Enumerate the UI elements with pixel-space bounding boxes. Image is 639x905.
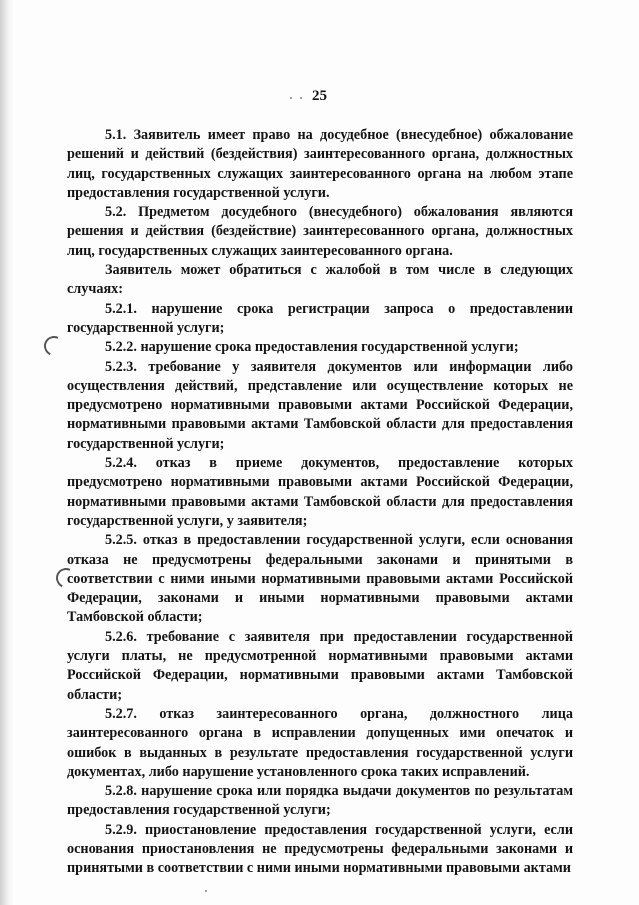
- document-body: [67, 126, 573, 879]
- punch-hole-mark: [41, 333, 67, 359]
- paragraph-5-2-5: 5.2.5. отказ в предоставлении государственной услуги, если основания отказа не предусмотрены федеральными законами и принятыми в соответствии с ними иными нормативными правовыми актами Российской Федерации, законами и иными нормативными правовыми актами Тамбовской области;: [67, 532, 573, 626]
- paragraph-5-2: 5.2. Предметом досудебного (внесудебного) обжалования являются решения и действия (бездействие) заинтересованного органа, должностных лиц, государственных служащих заинтересованного органа.: [67, 204, 573, 259]
- paragraph-5-2-6: 5.2.6. требование с заявителя при предоставлении государственной услуги платы, не предусмотренной нормативными правовыми актами Российской Федерации, нормативными правовыми актами Тамбовской области;: [67, 628, 573, 703]
- page-number: 25: [312, 88, 327, 104]
- paragraph-5-2-3: 5.2.3. требование у заявителя документов или информации либо осуществления действий, представление или осуществление которых не предусмотрено нормативными правовыми актами Российской Федерации, нормативными правовыми актами Тамбовской области для предоставления государственной услуги;: [67, 358, 573, 452]
- paragraph-5-2-8: 5.2.8. нарушение срока или порядка выдачи документов по результатам предоставления государственной услуги;: [67, 783, 573, 819]
- paragraph-5-2-2: 5.2.2. нарушение срока предоставления государственной услуги;: [105, 339, 519, 356]
- scan-speck: [205, 890, 207, 892]
- paragraph-5-1: 5.1. Заявитель имеет право на досудебное (внесудебное) обжалование решений и действий (бездействия) заинтересованного органа, должностных лиц, государственных служащих заинтересованного органа на любом этапе предоставления государственной услуги.: [67, 127, 573, 201]
- paragraph-5-2-9: 5.2.9. приостановление предоставления государственной услуги, если основания приостановления не предусмотрены федеральными законами и принятыми в соответствии с ними иными нормативными правовыми актами: [67, 821, 573, 877]
- paragraph-5-2-1: 5.2.1. нарушение срока регистрации запроса о предоставлении государственной услуги;: [67, 300, 573, 336]
- paragraph-intro-cases: Заявитель может обратиться с жалобой в том числе в следующих случаях:: [67, 262, 573, 298]
- scan-edge-shadow: [0, 0, 14, 905]
- paragraph-5-2-7: 5.2.7. отказ заинтересованного органа, должностного лица заинтересованного органа в исправлении допущенных ими опечаток и ошибок в выданных в результате предоставления государственной услуги документах, либо нарушение установленного срока таких исправлений.: [67, 705, 573, 780]
- paragraph-5-2-4: 5.2.4. отказ в приеме документов, предоставление которых предусмотрено нормативными правовыми актами Российской Федерации, нормативными правовыми актами Тамбовской области для предоставления государственной услуги, у заявителя;: [67, 455, 573, 529]
